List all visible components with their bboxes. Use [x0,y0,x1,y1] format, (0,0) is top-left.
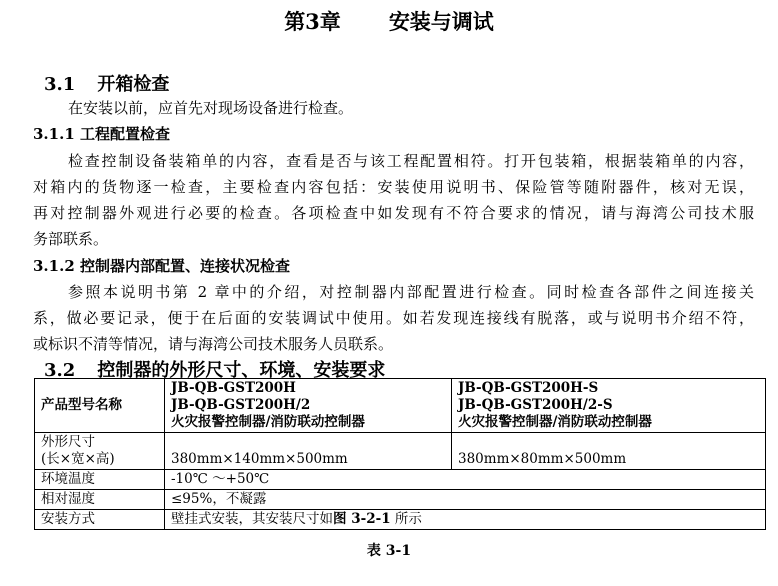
table-row [35,379,766,433]
section-number: 3.1 [44,74,76,95]
model-b-line: JB-QB-GST200H-S [458,380,599,396]
spec-table [34,378,766,530]
installation-text: 壁挂式安装，其安装尺寸如 [171,511,333,527]
section-3-1-intro: 在安装以前，应首先对现场设备进行检查。 [68,99,354,117]
figure-reference: 图 3-2-1 [333,511,391,527]
model-a-line: JB-QB-GST200H/2 [171,397,311,413]
subsection-3-1-1-heading: 3.1.1 工程配置检查 [33,125,170,143]
model-a-cell [165,379,452,433]
model-a-line: 火灾报警控制器/消防联动控制器 [171,414,365,430]
temperature-label-cell: 环境温度 [35,470,165,490]
header-label-cell: 产品型号名称 [35,379,165,433]
dimension-label-cell [35,433,165,470]
model-b-line: 火灾报警控制器/消防联动控制器 [458,414,652,430]
dimension-a-cell: 380mm×140mm×500mm [165,433,452,470]
paragraph-line: 或标识不清等情况，请与海湾公司技术服务人员联系。 [33,335,394,353]
section-title: 控制器的外形尺寸、环境、安装要求 [97,360,386,381]
paragraph-line: 参照本说明书第 2 章中的介绍，对控制器内部配置进行检查。同时检查各部件之间连接关 [68,283,754,301]
section-title: 开箱检查 [97,74,170,95]
table-row [35,433,766,470]
dimension-b-cell: 380mm×80mm×500mm [452,433,766,470]
installation-value-cell [165,510,766,530]
chapter-name: 安装与调试 [388,9,494,34]
table-row [35,490,766,510]
humidity-value-cell: ≤95%，不凝露 [165,490,766,510]
chapter-title [0,6,778,36]
dimension-label-line: 外形尺寸 [41,434,95,450]
table-row [35,470,766,490]
section-number: 3.2 [44,360,76,381]
installation-label-cell: 安装方式 [35,510,165,530]
model-a-line: JB-QB-GST200H [171,380,296,396]
paragraph-line: 务部联系。 [33,230,109,248]
paragraph-line: 系，做必要记录，便于在后面的安装调试中使用。如若发现连接线有脱落，或与说明书介绍不符， [33,309,754,327]
dimension-label-line: (长×宽×高) [41,451,115,467]
humidity-label-cell: 相对湿度 [35,490,165,510]
installation-text-suffix: 所示 [390,511,422,527]
table-caption: 表 3-1 [366,543,412,559]
table-row [35,510,766,530]
model-b-cell [452,379,766,433]
paragraph-line: 再对控制器外观进行必要的检查。各项检查中如发现有不符合要求的情况，请与海湾公司技术服 [33,204,754,222]
model-b-line: JB-QB-GST200H/2-S [458,397,613,413]
paragraph-line: 对箱内的货物逐一检查，主要检查内容包括：安装使用说明书、保险管等随附器件，核对无误， [33,178,754,196]
section-3-1-heading [44,70,169,96]
paragraph-line: 检查控制设备装箱单的内容，查看是否与该工程配置相符。打开包装箱，根据装箱单的内容， [68,152,754,170]
chapter-number: 第3章 [284,9,341,34]
temperature-value-cell: -10℃ ～+50℃ [165,470,766,490]
subsection-3-1-2-heading: 3.1.2 控制器内部配置、连接状况检查 [33,257,290,275]
